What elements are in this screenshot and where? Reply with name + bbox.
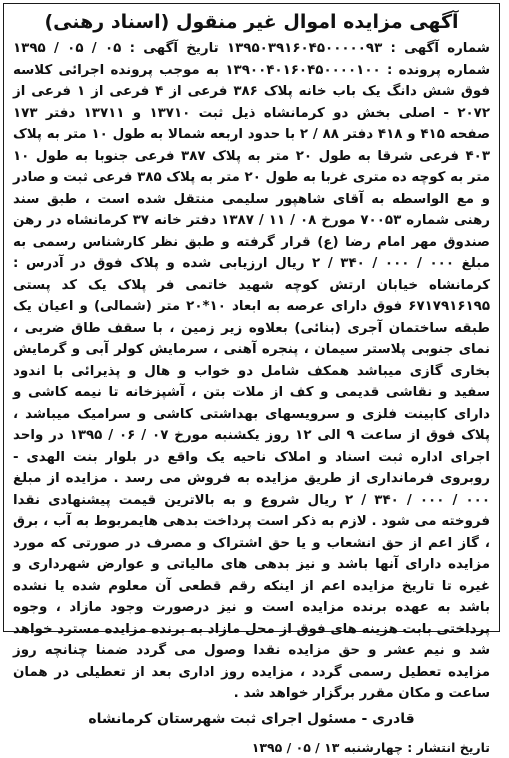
publish-date-text: تاریخ انتشار : چهارشنبه ۱۳ / ۰۵ / ۱۳۹۵ [251, 739, 490, 755]
notice-title: آگهی مزایده اموال غیر منقول (اسناد رهنی) [44, 11, 459, 33]
auction-notice [3, 3, 500, 755]
notice-body [13, 38, 490, 705]
publish-date [13, 738, 490, 758]
notice-paragraph: شماره آگهی : ۱۳۹۵۰۳۹۱۶۰۴۵۰۰۰۰۰۹۳ تاریخ آگهی : ۰۵ / ۰۵ / ۱۳۹۵ شماره پرونده : ۱۳۹۰۰۴۰۱۶۰۴۵۰۰۰۰۱۰۰ به موجب پرونده اجرائی کلاسه فوق شش دانگ یک باب خانه پلاک ۳۸۶ فرعی از ۴ فرعی از ۱ فرعی از ۲۰۷۲ - اصلی بخش دو کرمانشاه ذیل ثبت ۱۳۷۱۰ و ۱۳۷۱۱ دفتر ۱۷۳ صفحه ۴۱۵ و ۴۱۸ دفتر ۸۸ / ۲ با حدود اربعه شمالا به طول ۱۰ متر به پلاک ۴۰۳ فرعی شرقا به طول ۲۰ متر به پلاک ۳۸۷ فرعی جنوبا به طول ۱۰ متر به کوچه ده متری غربا به طول ۲۰ متر به پلاک ۳۸۵ فرعی ثبت و صادر و مع الواسطه به آقای شاهپور سلیمی منتقل شده است ، طبق سند رهنی شماره ۷۰۰۵۳ مورخ ۰۸ / ۱۱ / ۱۳۸۷ دفتر خانه ۳۷ کرمانشاه در رهن صندوق مهر امام رضا (ع) قرار گرفته و طبق نظر کارشناس رسمی به مبلغ ۰۰۰ / ۰۰۰ / ۳۴۰ / ۲ ریال ارزیابی شده و پلاک فوق در آدرس : کرمانشاه خیابان ارتش کوچه شهید خاتمی فر پلاک یک کد پستی ۶۷۱۷۹۱۶۱۹۵ فوق دارای عرصه به ابعاد ۱۰*۲۰ متر (شمالی) و اعیان یک طبقه ساختمان آجری (بنائی) بعلاوه زیر زمین ، با سقف طاق ضربی ، نمای جنوبی پلاستر سیمان ، پنجره آهنی ، سرمایش کولر آبی و گرمایش بخاری گازی میباشد همکف شامل دو خواب و هال و پذیرائی با اندود سفید و نقاشی قدیمی و کف از ملات بتن ، آشپزخانه تا نیمه کاشی و دارای کابینت فلزی و سرویسهای بهداشتی کاشی و سرامیک میباشد ، پلاک فوق از ساعت ۹ الی ۱۲ روز یکشنبه مورخ ۰۷ / ۰۶ / ۱۳۹۵ در واحد اجرای اداره ثبت اسناد و املاک ناحیه یک واقع در بلوار بنت الهدی - روبروی فرمانداری از طریق مزایده به فروش می رسد . مزایده از مبلغ ۰۰۰ / ۰۰۰ / ۳۴۰ / ۲ ریال شروع و به بالاترین قیمت پیشنهادی نقدا فروخته می شود . لازم به ذکر است پرداخت بدهی هایمربوط به آب ، برق ، گاز اعم از حق انشعاب و یا حق اشتراک و مصرف در صورتی که مورد مزایده دارای آنها باشد و نیز بدهی های مالیاتی و عوارض شهرداری و غیره تا تاریخ مزایده اعم از اینکه رقم قطعی آن معلوم شده یا نشده باشد به عهده برنده مزایده است و نیز درصورت وجود مازاد ، وجوه پرداختی بابت هزینه های فوق از محل مازاد به برنده مزایده مسترد خواهد شد و نیم عشر و حق مزایده نقدا وصول می گردد ضمنا چنانچه روز مزایده تعطیل رسمی گردد ، مزایده روز اداری بعد از تعطیلی در همان ساعت و مکان مقرر برگزار خواهد شد . [13, 41, 491, 701]
notice-signature: قادری - مسئول اجرای ثبت شهرستان کرمانشاه [88, 710, 415, 727]
